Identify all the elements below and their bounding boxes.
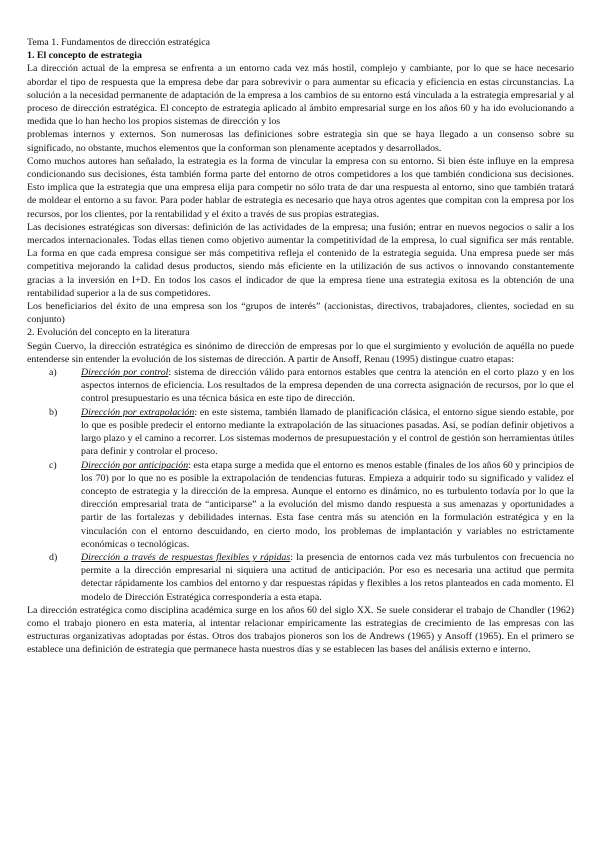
stage-text-b: : en este sistema, también llamado de planificación clásica, el entorno sigue siendo estable, por lo que es posible predecir el entorno mediante la extrapolación de las situaciones pasadas. Así, se podían definir objetivos a largo plazo y el camino a recorrer. Los sistemas modernos de presupuestación y el control de gestión son herramientas útiles para definir y controlar el proceso. (81, 406, 574, 458)
stage-term-a: Dirección por control (81, 367, 169, 379)
stage-term-b: Dirección por extrapolación (81, 406, 195, 418)
stage-item-b (27, 406, 574, 459)
stage-text-a: : sistema de dirección válido para entornos estables que centra la atención en el corto plazo y en los aspectos internos de eficiencia. Los resultados de la empresa dependen de una correcta asignación de recursos, por lo que el control presupuestario es una técnica básica en este tipo de dirección. (81, 367, 574, 405)
stage-term-d: Dirección a través de respuestas flexibles y rápidas (81, 551, 291, 563)
section-1-paragraph-3: Como muchos autores han señalado, la estrategia es la forma de vincular la empresa con su entorno. Si bien éste influye en la empresa condicionando sus decisiones, ésta también forma parte del entorno de otros competidores a los que también condiciona sus decisiones. Esto implica que la estrategia que una empresa elija para competir no sólo trata de dar una respuesta al entorno, sino que también tratará de moldear el entorno a su favor. Para poder hablar de estrategia es necesario que haya otros agentes que compitan con la empresa por los recursos, por los clientes, por la rentabilidad y el éxito a través de sus propias estrategias. (27, 155, 574, 220)
section-2-closing: La dirección estratégica como disciplina académica surge en los años 60 del siglo XX. Se suele considerar el trabajo de Chandler (1962) como el trabajo pionero en esta materia, al intentar relacionar empíricamente las estrategias de crecimiento de las empresas con las estructuras organizativas adoptadas por éstas. Otros dos trabajos pioneros son los de Andrews (1965) y Ansoff (1965). En el primero se establece una definición de estrategia que permanece hasta nuestros días y se establecen las bases del análisis externo e interno. (27, 604, 574, 656)
stage-item-d (27, 551, 574, 604)
section-1-paragraph-2: problemas internos y externos. Son numerosas las definiciones sobre estrategia sin que se haya llegado a un consenso sobre su significado, no obstante, muchos elementos que la conforman son plenamente aceptados y desarrollados. (27, 129, 574, 154)
stage-term-c: Dirección por anticipación (81, 459, 189, 471)
section-1-paragraph-1: La dirección actual de la empresa se enfrenta a un entorno cada vez más hostil, complejo y cambiante, por lo que se hace necesario abordar el tipo de respuesta que la empresa debe dar para sobrevivir o para aumentar su eficacia y eficiencia en estas circunstancias. La solución a la necesidad permanente de adaptación de la empresa a los cambios de su entorno está vinculada a la estrategia empresarial y al proceso de dirección estratégica. El concepto de estrategia aplicado al ámbito empresarial surge en los años 60 y ha ido evolucionando a medida que lo han hecho los propios sistemas de dirección y los (27, 63, 574, 128)
stage-marker-c: c) (49, 459, 57, 471)
stage-item-a (27, 366, 574, 406)
stage-marker-d: d) (49, 551, 58, 563)
stage-text-d: : la presencia de entornos cada vez más turbulentos con frecuencia no permite a la dirección empresarial ni siquiera una actitud de anticipación. Por eso es necesaria una actitud que permita detectar rápidamente los cambios del entorno y dar respuestas rápidas y flexibles a los retos planteados en cada momento. El modelo de Dirección Estratégica correspondería a esta etapa. (81, 551, 574, 603)
stage-marker-a: a) (49, 367, 57, 379)
stage-text-c: : esta etapa surge a medida que el entorno es menos estable (finales de los años 60 y principios de los 70) por lo que no es posible la extrapolación de tendencias futuras. Empieza a adquirir todo su significado y validez el concepto de estrategia y la dirección de la empresa. Aunque el entorno es dinámico, no es turbulento todavía por lo que la dirección empresarial trata de “anticiparse” a la evolución del mismo dando respuesta a sus amenazas y oportunidades a partir de las fortalezas y debilidades internas. Esta fase centra más su atención en la formulación estratégica y en la vinculación con el entorno descuidando, en cierto modo, los problemas de implantación y variables no estrictamente económicas o tecnológicas. (81, 459, 575, 550)
section-1-paragraph-5: Los beneficiarios del éxito de una empresa son los “grupos de interés” (accionistas, directivos, trabajadores, clientes, sociedad en su conjunto) (27, 301, 574, 326)
stage-marker-b: b) (49, 406, 58, 418)
document-title: Tema 1. Fundamentos de dirección estratégica (27, 37, 211, 48)
section-1-paragraph-4: Las decisiones estratégicas son diversas: definición de las actividades de la empresa; una fusión; entrar en nuevos negocios o salir a los mercados internacionales. Todas ellas tienen como objetivo aumentar la competitividad de la empresa, lo cual significa ser más rentable. La forma en que cada empresa consigue ser más competitiva refleja el contenido de la estrategia seguida. Una empresa puede ser más competitiva mejorando la calidad desus productos, siendo más eficiente en la utilización de sus activos o innovando constantemente gracias a la inversión en I+D. En todos los casos el indicador de que la empresa tiene una estrategia exitosa es la obtención de una rentabilidad superior a la de sus competidores. (27, 221, 574, 299)
section-2-heading: 2. Evolución del concepto en la literatura (27, 327, 190, 339)
section-2-intro: Según Cuervo, la dirección estratégica es sinónimo de dirección de empresas por lo que el surgimiento y evolución de aquélla no puede entenderse sin entender la evolución de los sistemas de dirección. A partir de Ansoff, Renau (1995) distingue cuatro etapas: (27, 340, 574, 365)
stages-list (27, 366, 574, 604)
stage-item-c (27, 459, 574, 551)
section-1-heading: 1. El concepto de estrategia (27, 50, 142, 62)
